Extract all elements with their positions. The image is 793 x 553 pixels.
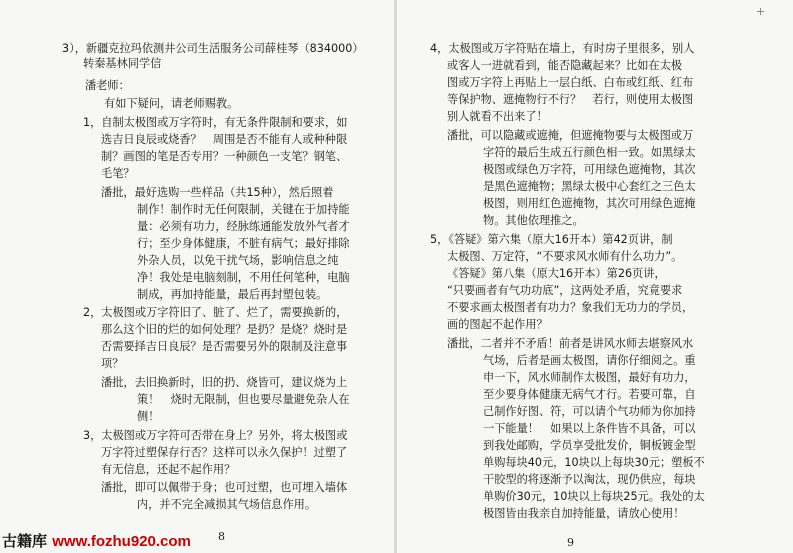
intro-line: 有如下疑问，请老师赐教。 [104, 97, 239, 110]
right-page [397, 0, 793, 553]
answer-1-line: 制作！制作时无任何限制，关键在于加持能 [137, 203, 350, 216]
page-number-left: 8 [218, 530, 225, 543]
question-1-line: 毛笔？ [101, 167, 135, 180]
answer-5-line: 至少要身体健康无病气才行。若要可靠，自 [483, 388, 696, 401]
answer-4-line: 字符的最后生成五行颜色相一致。如黑绿太 [483, 146, 696, 159]
question-5-line: 太极图、万定符，“不要求风水师有什么功力”。 [447, 250, 683, 263]
answer-4-line: 极图，则用红色遮掩物，其次可用绿色遮掩 [483, 197, 696, 210]
question-4-line: 别人就看不出来了！ [447, 110, 548, 123]
question-1-line: 选吉日良辰或烧香？ 周围是否不能有人或种种限 [101, 133, 348, 146]
watermark-text: 古籍库 [2, 532, 48, 550]
answer-4-line: 是黑色遮掩物；黑绿太极中心套红之三色太 [483, 180, 696, 193]
answer-5-line: 申一下，风水师制作太极图，最好有功力， [483, 371, 696, 384]
question-1-line: 制？画图的笔是否专用？一种颜色一支笔？钢笔、 [101, 150, 348, 163]
question-3: 3，太极图或万字符可否带在身上？另外，将太极图或 [83, 429, 348, 442]
answer-5-line: 单购价30元，10块以上每块25元。我处的太 [483, 490, 705, 503]
answer-5-line: 单购每块40元，10块以上每块30元；塑板不 [483, 456, 705, 469]
question-4: 4，太极图或万字符贴在墙上，有时房子里很多，别人 [430, 42, 695, 55]
answer-3: 潘批，即可以佩带于身；也可过塑，也可埋入墙体 [101, 481, 348, 494]
watermark-url[interactable]: www.fozhu920.com [52, 533, 191, 550]
question-5-line: “只要画者有气功功底”，这两处矛盾，究竟要求 [447, 284, 683, 297]
answer-2-line: 侧！ [137, 410, 160, 423]
item-3-subheader: 转秦基林同学信 [83, 57, 162, 70]
answer-5-line: 到我处邮购，学员享受批发价，铜板镀金型 [483, 439, 696, 452]
answer-5-line: 一下能量！ 如果以上条件皆不具备，可以 [483, 422, 696, 435]
answer-1-line: 量：必须有功力，经脉练通能发放外气者才 [137, 220, 350, 233]
answer-4: 潘批，可以隐藏或遮掩，但遮掩物要与太极图或万 [447, 129, 694, 142]
question-5-line: 不要求画太极图者有功力？象我们无功力的学员， [447, 301, 694, 314]
question-2-line: 否需要择吉日良辰？是否需要另外的限制及注意事 [101, 340, 348, 353]
question-5: 5，《答疑》第六集（原大16开本）第42页讲，制 [430, 233, 673, 246]
question-4-line: 等保护物、遮掩物行不行？ 若行，则使用太极图 [447, 93, 694, 106]
question-2-line: 项？ [101, 357, 124, 370]
page-number-right: 9 [567, 536, 574, 549]
crop-mark-icon [757, 8, 764, 15]
left-page [0, 0, 396, 553]
question-4-line: 图或万字符上再贴上一层白纸、白布或红纸、红布 [447, 76, 694, 89]
answer-2-line: 策！ 烧时无限制，但也要尽量避免杂人在 [137, 393, 350, 406]
question-5-line: 画的图起不起作用？ [447, 318, 548, 331]
question-3-line: 有无信息，还起不起作用？ [101, 463, 236, 476]
question-3-line: 万字符过塑保存行否？这样可以永久保护！过塑了 [101, 446, 348, 459]
answer-3-line: 内，并不完全减损其气场信息作用。 [137, 498, 317, 511]
question-2-line: 那么这个旧的烂的如何处理？是扔？是烧？烧时是 [101, 323, 348, 336]
answer-5: 潘批，二者并不矛盾！前者是讲风水师去堪察风水 [447, 337, 694, 350]
salutation: 潘老师： [85, 79, 130, 92]
answer-5-line: 己制作好图、符，可以请个气功师为你加持 [483, 405, 696, 418]
answer-1: 潘批，最好选购一些样品（共15种），然后照着 [101, 186, 334, 199]
question-4-line: 或客人一进就看到，能否隐藏起来？比如在太极 [447, 59, 682, 72]
answer-5-line: 干胶型的将逐渐予以淘汰，现仍供应，每块 [483, 473, 696, 486]
answer-4-line: 物。其他依理推之。 [483, 214, 584, 227]
item-3-header: 3），新疆克拉玛依测井公司生活服务公司薛桂琴（834000） [62, 42, 364, 55]
answer-5-line: 气场，后者是画太极图，请你仔细阅之。重 [483, 354, 696, 367]
answer-1-line: 行；至少身体健康，不脏有病气；最好排除 [137, 237, 350, 250]
answer-5-line: 极图皆由我亲自加持能量，请放心使用！ [483, 507, 685, 520]
answer-2: 潘批，去旧换新时，旧的扔、烧皆可，建议烧为上 [101, 376, 348, 389]
answer-4-line: 极图或绿色万字符，可用绿色遮掩物，其次 [483, 163, 696, 176]
question-5-line: 《答疑》第八集（原大16开本）第26页讲， [447, 267, 666, 280]
question-1: 1，自制太极图或万字符时，有无条件限制和要求，如 [83, 116, 348, 129]
answer-1-line: 制成，再加持能量，最后再封塑包装。 [137, 288, 328, 301]
answer-1-line: 净！我处是电脑刻制，不用任何笔种，电脑 [137, 271, 350, 284]
question-2: 2，太极图或万字符旧了、脏了、烂了，需要换新的， [83, 306, 348, 319]
watermark[interactable] [2, 530, 191, 550]
answer-1-line: 外杂人员，以免干扰气场，影响信息之纯 [137, 254, 339, 267]
